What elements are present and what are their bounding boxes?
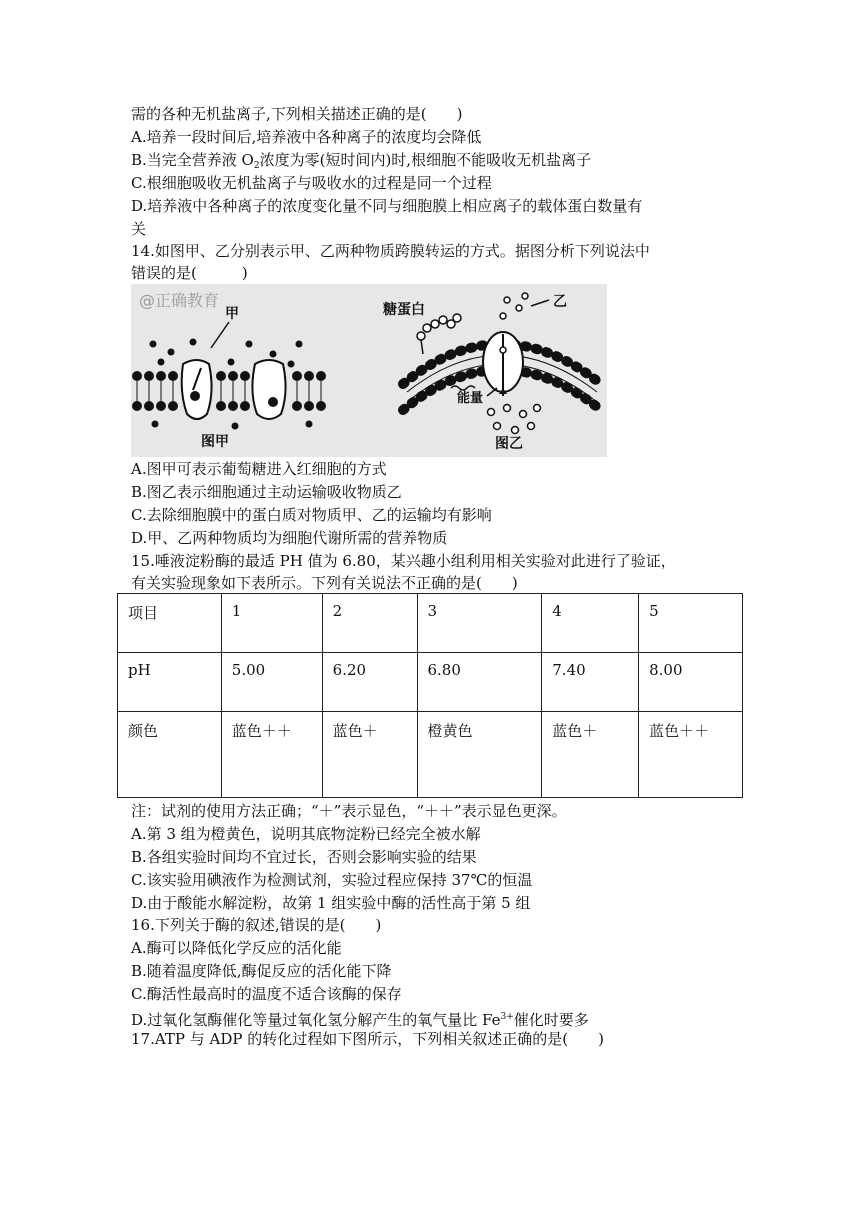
table-cell: 蓝色＋＋: [221, 712, 322, 798]
table-cell: 项目: [118, 594, 222, 653]
q14-option-d: D.甲、乙两种物质均为细胞代谢所需的营养物质: [131, 529, 448, 547]
table-cell: 5.00: [221, 653, 322, 712]
q14-option-b: B.图乙表示细胞通过主动运输吸收物质乙: [131, 483, 402, 501]
q15-option-a: A.第 3 组为橙黄色，说明其底物淀粉已经完全被水解: [131, 825, 481, 843]
table-cell: 蓝色＋＋: [639, 712, 743, 798]
table-cell: 橙黄色: [417, 712, 542, 798]
experiment-table: [117, 593, 743, 798]
table-cell: 4: [542, 594, 639, 653]
table-cell: 颜色: [118, 712, 222, 798]
caption-yi: 图乙: [495, 436, 523, 452]
q15-note: 注：试剂的使用方法正确；“＋”表示显色，“＋＋”表示显色更深。: [131, 802, 567, 820]
q16-option-b: B.随着温度降低,酶促反应的活化能下降: [131, 962, 392, 980]
table-row: [118, 594, 743, 653]
q14-option-c: C.去除细胞膜中的蛋白质对物质甲、乙的运输均有影响: [131, 506, 492, 524]
yi-bottom-molecules: [488, 405, 541, 434]
q14-stem-line2: 错误的是( ): [131, 264, 248, 282]
table-cell: 6.80: [417, 653, 542, 712]
q13-option-c: C.根细胞吸收无机盐离子与吸收水的过程是同一个过程: [131, 174, 492, 192]
jia-bottom-dots: [152, 421, 313, 430]
q13-option-b-post: 浓度为零(短时间内)时,根细胞不能吸收无机盐离子: [259, 151, 592, 169]
table-cell: 5: [639, 594, 743, 653]
q13-option-b-pre: B.当完全营养液 O: [131, 151, 254, 169]
q13-option-d-line1: D.培养液中各种离子的浓度变化量不同与细胞膜上相应离子的载体蛋白数量有: [131, 197, 643, 215]
q13-option-d-line2: 关: [131, 220, 147, 238]
q16-option-d-pre: D.过氧化氢酶催化等量过氧化氢分解产生的氧气量比 Fe: [131, 1011, 501, 1029]
table-cell: 8.00: [639, 653, 743, 712]
q16-option-d-post: 催化时要多: [513, 1011, 589, 1029]
label-jia: 甲: [225, 306, 239, 322]
q13-stem-continued: 需的各种无机盐离子,下列相关描述正确的是( ): [131, 105, 463, 123]
q16-option-d-superscript: 3+: [500, 1012, 514, 1022]
q15-option-b: B.各组实验时间均不宜过长，否则会影响实验的结果: [131, 848, 477, 866]
q15-stem-line1: 15.唾液淀粉酶的最适 PH 值为 6.80，某兴趣小组利用相关实验对此进行了验证，: [131, 552, 676, 570]
figure-yi: [383, 293, 601, 452]
q14-option-a: A.图甲可表示葡萄糖进入红细胞的方式: [131, 460, 387, 478]
label-yi: 乙: [553, 294, 567, 310]
caption-jia: 图甲: [201, 434, 229, 450]
q13-option-a: A.培养一段时间后,培养液中各种离子的浓度均会降低: [131, 128, 482, 146]
q16-option-c: C.酶活性最高时的温度不适合该酶的保存: [131, 985, 402, 1003]
q16-option-a: A.酶可以降低化学反应的活化能: [131, 939, 342, 957]
q16-stem: 16.下列关于酶的叙述,错误的是( ): [131, 916, 382, 934]
q15-option-c: C.该实验用碘液作为检测试剂，实验过程应保持 37℃的恒温: [131, 871, 533, 889]
table-cell: 1: [221, 594, 322, 653]
jia-membrane-bottom: [132, 401, 326, 411]
label-energy: 能量: [457, 391, 484, 406]
yi-top-molecules: [500, 293, 528, 319]
table-cell: 6.20: [322, 653, 417, 712]
membrane-transport-figure: [131, 284, 607, 457]
table-row: [118, 653, 743, 712]
jia-membrane-top: [132, 371, 326, 381]
table-cell: 蓝色＋: [322, 712, 417, 798]
q15-option-d: D.由于酸能水解淀粉，故第 1 组实验中酶的活性高于第 5 组: [131, 894, 531, 912]
table-cell: pH: [118, 653, 222, 712]
jia-lipid-tails: [137, 381, 321, 401]
q13-option-b-subscript: 2: [253, 161, 260, 171]
table-cell: 2: [322, 594, 417, 653]
table-cell: 7.40: [542, 653, 639, 712]
q15-stem-line2: 有关实验现象如下表所示。下列有关说法不正确的是( ): [131, 574, 518, 592]
figure-jia: [132, 306, 326, 450]
label-glycoprotein: 糖蛋白: [383, 302, 425, 318]
q17-stem: 17.ATP 与 ADP 的转化过程如下图所示，下列相关叙述正确的是( ): [131, 1030, 604, 1048]
q14-stem-line1: 14.如图甲、乙分别表示甲、乙两种物质跨膜转运的方式。据图分析下列说法中: [131, 242, 650, 260]
table-cell: 蓝色＋: [542, 712, 639, 798]
table-row: [118, 712, 743, 798]
table-cell: 3: [417, 594, 542, 653]
watermark-text: @正确教育: [139, 291, 220, 310]
